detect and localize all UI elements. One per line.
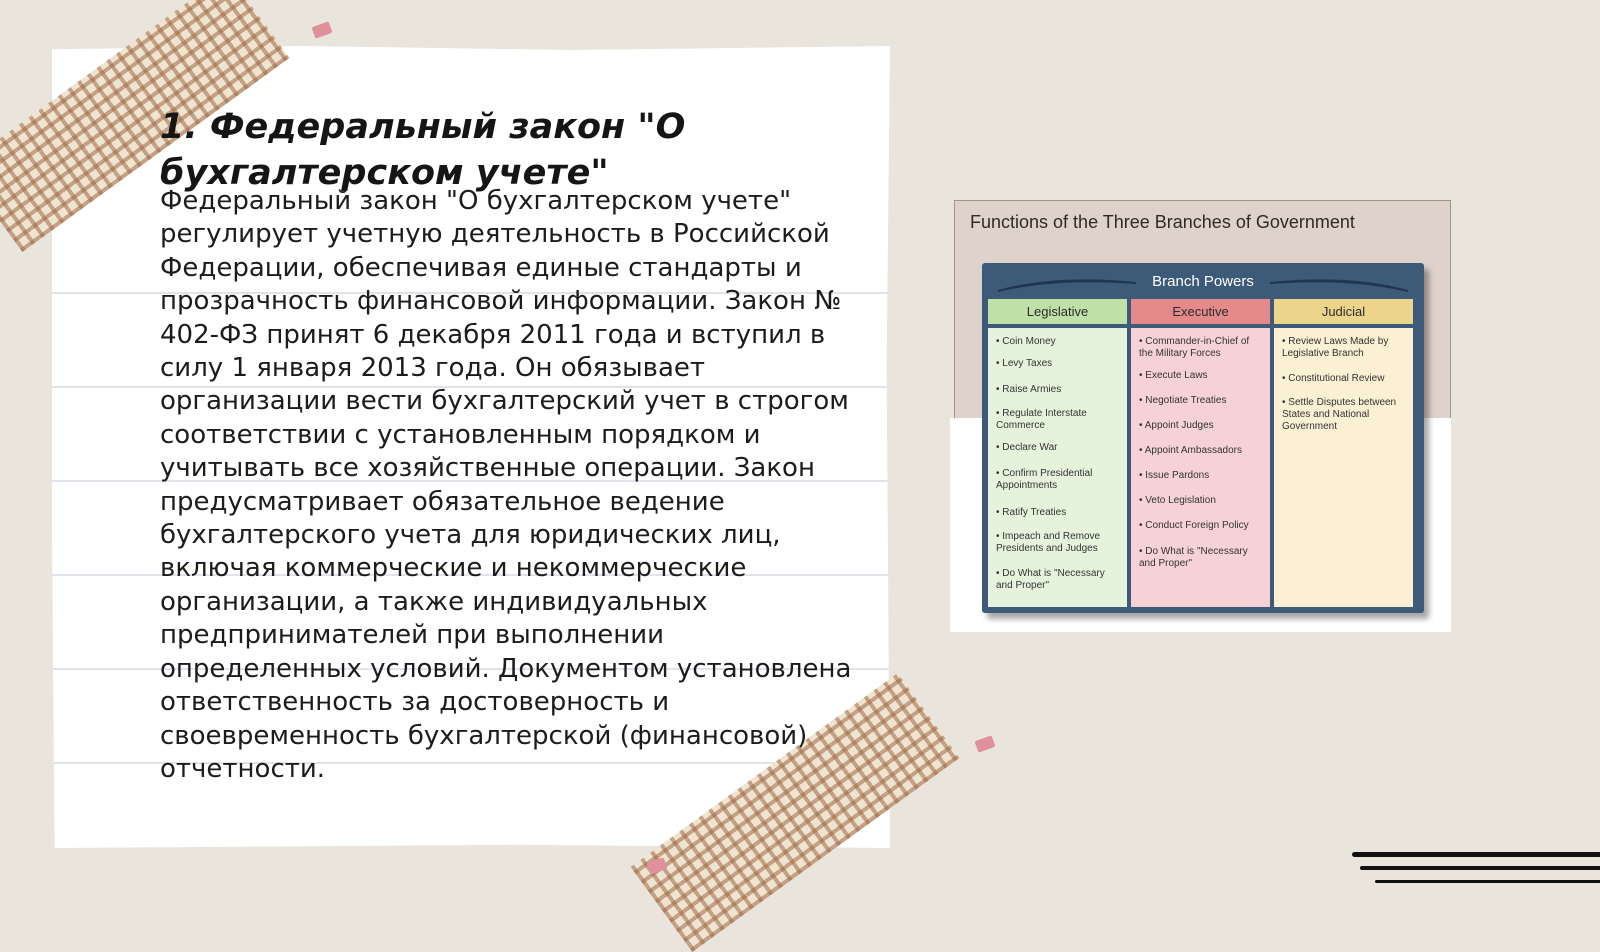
- branch-power-item: • Ratify Treaties: [996, 507, 1122, 519]
- branch-power-item: • Do What is "Necessary and Proper": [1139, 546, 1265, 570]
- branch-power-item: • Issue Pardons: [1139, 470, 1265, 482]
- branch-power-item: • Do What is "Necessary and Proper": [996, 568, 1122, 592]
- branch-power-item: • Impeach and Remove Presidents and Judges: [996, 531, 1122, 555]
- column-header: Executive: [1131, 299, 1270, 324]
- column-executive: [1131, 299, 1270, 607]
- branch-power-item: • Review Laws Made by Legislative Branch: [1282, 336, 1408, 360]
- column-body: [988, 328, 1127, 607]
- slide-heading: 1. Федеральный закон "О бухгалтерском учете": [160, 107, 686, 193]
- column-header: Legislative: [988, 299, 1127, 324]
- tape-end-mark: [974, 735, 995, 752]
- branch-power-item: • Commander-in-Chief of the Military Forces: [1139, 336, 1265, 360]
- branch-power-item: • Confirm Presidential Appointments: [996, 468, 1122, 492]
- tape-end-mark: [311, 21, 332, 38]
- branch-power-item: • Coin Money: [996, 336, 1122, 348]
- panel-title: Branch Powers: [1152, 273, 1254, 290]
- branch-power-item: • Settle Disputes between States and National Government: [1282, 397, 1408, 433]
- brush-stroke: [1352, 852, 1600, 857]
- column-judicial: [1274, 299, 1413, 607]
- branches-figure: [954, 200, 1451, 632]
- brush-stroke: [1360, 866, 1600, 870]
- branch-power-item: • Raise Armies: [996, 384, 1122, 396]
- branch-power-item: • Negotiate Treaties: [1139, 395, 1265, 407]
- figure-title: Functions of the Three Branches of Government: [970, 212, 1355, 232]
- column-header: Judicial: [1274, 299, 1413, 324]
- branch-power-item: • Conduct Foreign Policy: [1139, 520, 1265, 532]
- branch-power-item: • Declare War: [996, 442, 1122, 454]
- branch-power-item: • Veto Legislation: [1139, 495, 1265, 507]
- branch-power-item: • Appoint Judges: [1139, 420, 1265, 432]
- branch-power-item: • Regulate Interstate Commerce: [996, 408, 1122, 432]
- branch-power-item: • Levy Taxes: [996, 358, 1122, 370]
- slide-paragraph: Федеральный закон "О бухгалтерском учете" регулирует учетную деятельность в Российской Федерации, обеспечивая единые стандарты и прозрачность финансовой информации. Закон № 402-ФЗ принят 6 декабря 2011 года и вступил в силу 1 января 2013 года. Он обязывает организации вести бухгалтерский учет в строгом соответствии с установленным порядком и учитывать все хозяйственные операции. Закон предусматривает обязательное ведение бухгалтерского учета для юридических лиц, включая коммерческие и некоммерческие организации, а также индивидуальных предпринимателей при выполнении определенных условий. Документом установлена ответственность за достоверность и своевременность бухгалтерской (финансовой) отчетности.: [160, 186, 852, 784]
- column-body: [1274, 328, 1413, 607]
- branch-power-item: • Constitutional Review: [1282, 373, 1408, 385]
- branch-power-item: • Execute Laws: [1139, 370, 1265, 382]
- branch-powers-panel: [982, 263, 1424, 613]
- column-body: [1131, 328, 1270, 607]
- brush-stroke: [1375, 880, 1600, 883]
- branch-power-item: • Appoint Ambassadors: [1139, 445, 1265, 457]
- column-legislative: [988, 299, 1127, 607]
